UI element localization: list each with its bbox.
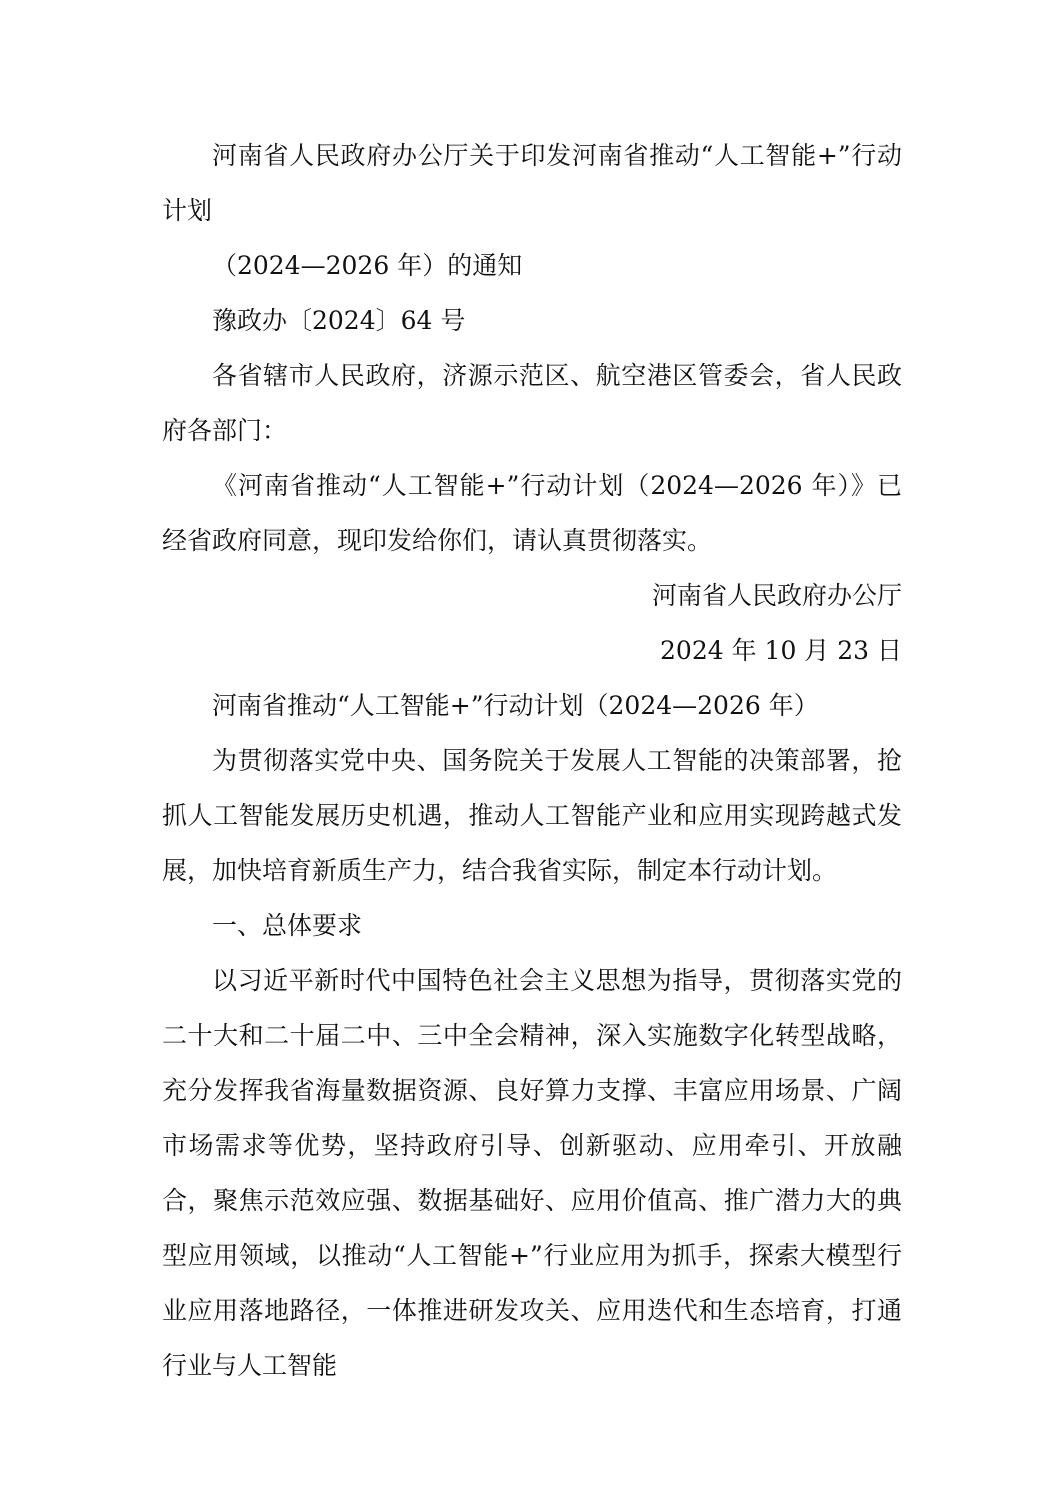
issuer: 河南省人民政府办公厅	[651, 581, 902, 610]
section-body: 以习近平新时代中国特色社会主义思想为指导，贯彻落实党的二十大和二十届二中、三中全会精神，深入实施数字化转型战略，充分发挥我省海量数据资源、良好算力支撑、丰富应用场景、广阔市场需求等优势，坚持政府引导、创新驱动、应用牵引、开放融合，聚焦示范效应强、数据基础好、应用价值高、推广潜力大的典型应用领域，以推动“人工智能+”行业应用为抓手，探索大模型行业应用落地路径，一体推进研发攻关、应用迭代和生态培育，打通行业与人工智能	[162, 966, 902, 1380]
plan-title: 河南省推动“人工智能+”行动计划（2024—2026 年）	[212, 691, 819, 720]
notice-title-line2: （2024—2026 年）的通知	[212, 251, 523, 280]
issue-date: 2024 年 10 月 23 日	[660, 636, 902, 665]
notice-title-line1: 河南省人民政府办公厅关于印发河南省推动“人工智能+”行动计划	[162, 141, 902, 225]
document-body	[162, 128, 902, 1393]
plan-intro: 为贯彻落实党中央、国务院关于发展人工智能的决策部署，抢抓人工智能发展历史机遇，推动人工智能产业和应用实现跨越式发展，加快培育新质生产力，结合我省实际，制定本行动计划。	[162, 746, 902, 885]
section-heading: 一、总体要求	[212, 911, 363, 940]
notice-body: 《河南省推动“人工智能+”行动计划（2024—2026 年）》已经省政府同意，现印发给你们，请认真贯彻落实。	[162, 471, 902, 555]
document-number: 豫政办〔2024〕64 号	[212, 306, 466, 335]
recipients: 各省辖市人民政府，济源示范区、航空港区管委会，省人民政府各部门：	[162, 361, 902, 445]
